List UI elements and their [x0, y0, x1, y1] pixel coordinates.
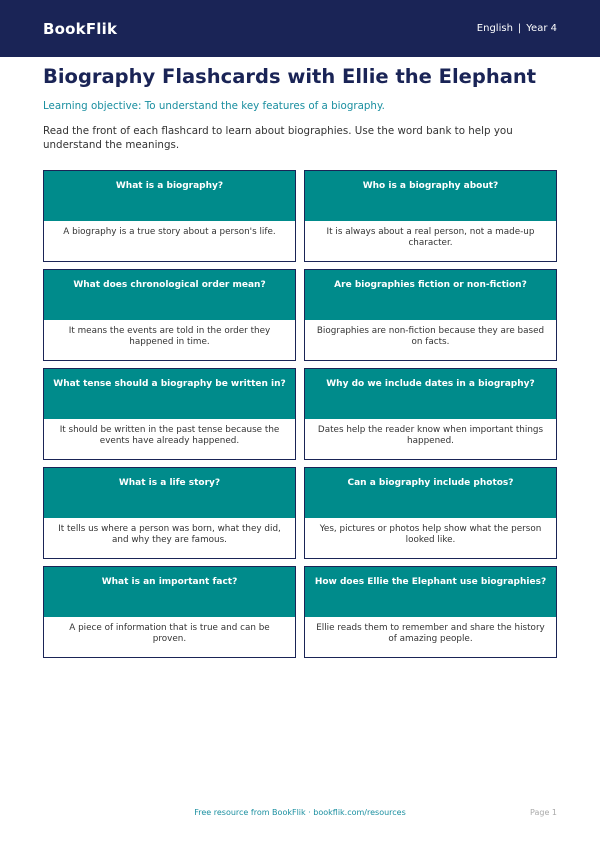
flashcard-answer: A piece of information that is true and can be proven. — [69, 623, 270, 644]
flashcard-answer: It is always about a real person, not a made-up character. — [326, 227, 535, 248]
header-bar — [0, 0, 600, 57]
flashcard-answer: Ellie reads them to remember and share the history of amazing people. — [316, 623, 545, 644]
subject-name: English — [476, 23, 513, 34]
flashcard-question: Are biographies fiction or non-fiction? — [305, 270, 556, 320]
flashcard-answer: Biographies are non-fiction because they are based on facts. — [316, 326, 545, 347]
learning-objective: Learning objective: To understand the key features of a biography. — [43, 100, 385, 112]
flashcard-question: What does chronological order mean? — [44, 270, 295, 320]
flashcard[interactable] — [43, 467, 296, 559]
intro-text: Read the front of each flashcard to learn about biographies. Use the word bank to help you understand the meanings. — [43, 125, 513, 151]
flashcard[interactable] — [304, 170, 557, 262]
flashcard-question: How does Ellie the Elephant use biographies? — [305, 567, 556, 617]
flashcard[interactable] — [43, 170, 296, 262]
flashcard-answer: Dates help the reader know when important things happened. — [317, 425, 544, 446]
flashcard[interactable] — [304, 368, 557, 460]
flashcard-question: What tense should a biography be written in? — [44, 369, 295, 419]
flashcard-answer: A biography is a true story about a person's life. — [63, 227, 276, 237]
flashcard-question: What is an important fact? — [44, 567, 295, 617]
flashcard-grid — [43, 170, 557, 658]
flashcard-answer: Yes, pictures or photos help show what the person looked like. — [319, 524, 542, 545]
flashcard-answer: It means the events are told in the order they happened in time. — [68, 326, 271, 347]
page-number: Page 1 — [530, 808, 557, 817]
brand-logo[interactable]: BookFlik — [43, 19, 118, 38]
flashcard[interactable] — [43, 566, 296, 658]
flashcard-question: Can a biography include photos? — [305, 468, 556, 518]
page-title: Biography Flashcards with Ellie the Elephant — [43, 65, 537, 88]
flashcard[interactable] — [304, 467, 557, 559]
flashcard-question: Who is a biography about? — [305, 171, 556, 221]
flashcard[interactable] — [43, 368, 296, 460]
flashcard-answer: It tells us where a person was born, what they did, and why they are famous. — [58, 524, 281, 545]
flashcard-answer: It should be written in the past tense because the events have already happened. — [59, 425, 280, 446]
subject-label — [477, 23, 557, 34]
flashcard[interactable] — [304, 566, 557, 658]
year-label: Year 4 — [526, 23, 557, 34]
separator: | — [517, 23, 522, 34]
flashcard-question: What is a life story? — [44, 468, 295, 518]
flashcard-question: Why do we include dates in a biography? — [305, 369, 556, 419]
flashcard[interactable] — [304, 269, 557, 361]
footer-credit[interactable]: Free resource from BookFlik · bookflik.com/resources — [194, 808, 406, 817]
flashcard-question: What is a biography? — [44, 171, 295, 221]
flashcard[interactable] — [43, 269, 296, 361]
